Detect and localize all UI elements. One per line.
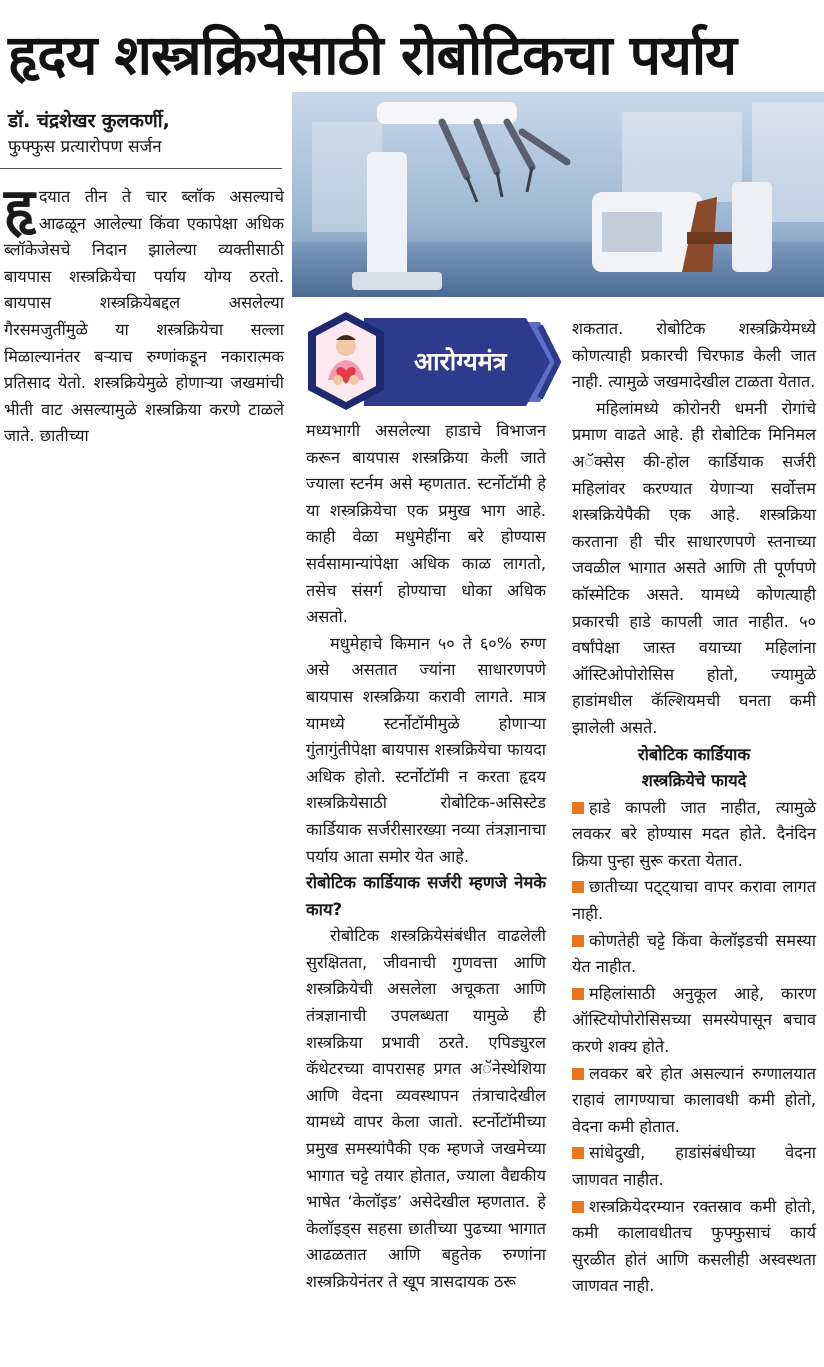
section-badge [304, 310, 562, 414]
benefit-item: शस्त्रक्रियेदरम्यान रक्तस्राव कमी होतो, कमी कालावधीतच फुफ्फुसाचं कार्य सुरळीत होतं आणि कसलीही अस्वस्थता जाणवत नाही. [572, 1196, 816, 1296]
right-paragraph-1: शकतात. रोबोटिक शस्त्रक्रियेमध्ये कोणत्याही प्रकारची चिरफाड केली जात नाही. त्यामुळे जखमादेखील टाळता येतात. [572, 319, 816, 392]
author-divider [0, 168, 282, 169]
section-label: आरोग्यमंत्र [414, 347, 507, 376]
square-bullet-icon [572, 1201, 584, 1213]
square-bullet-icon [572, 1068, 584, 1080]
square-bullet-icon [572, 935, 584, 947]
benefit-item: कोणतेही चट्टे किंवा केलॉइडची समस्या येत नाहीत. [572, 930, 816, 977]
right-column [572, 316, 816, 1300]
author-name: डॉ. चंद्रशेखर कुलकर्णी, [8, 110, 170, 132]
square-bullet-icon [572, 802, 584, 814]
mid-paragraph-1: मध्यभागी असलेल्या हाडाचे विभाजन करून बायपास शस्त्रक्रिया केली जाते ज्याला स्टर्नम असे म्हणतात. स्टर्नोटॉमी हे या शस्त्रक्रियेचा एक प्रमुख भाग आहे. काही वेळा मधुमेहींना बरे होण्यास सर्वसामान्यांपेक्षा अधिक काळ लागतो, तसेच संसर्ग होण्याचा धोका अधिक असतो. [306, 421, 546, 627]
benefit-item: हाडे कापली जात नाहीत, त्यामुळे लवकर बरे होण्यास मदत होते. दैनंदिन क्रिया पुन्हा सुरू करता येतात. [572, 797, 816, 870]
mid-paragraph-3: रोबोटिक शस्त्रक्रियेसंबंधीत वाढलेली सुरक्षितता, जीवनाची गुणवत्ता आणि शस्त्रक्रियेची असलेला अचूकता आणि तंत्रज्ञानाची उपलब्धता यामुळे ही शस्त्रक्रिया प्रभावी ठरते. एपिड्युरल कॅथेटरच्या वापरासह प्रगत अॅनेस्थेशिया आणि वेदना व्यवस्थापन तंत्राचादेखील यामध्ये वापर केला जातो. स्टर्नोटॉमीच्या प्रमुख समस्यांपैकी एक म्हणजे जखमेच्या भागात चट्टे तयार होतात, ज्याला वैद्यकीय भाषेत ‘केलॉइड’ असेदेखील म्हणतात. हे केलॉइड्स सहसा छातीच्या पुढच्या भागात आढळतात आणि बहुतेक रुग्णांना शस्त्रक्रियेनंतर ते खूप त्रासदायक ठरू [306, 926, 546, 1291]
benefits-heading-2: शस्त्रक्रियेचे फायदे [641, 771, 747, 791]
left-column [4, 177, 284, 450]
left-column-text: दयात तीन ते चार ब्लॉक असल्याचे आढळून आलेल्या किंवा एकापेक्षा अधिक ब्लॉकेजेसचे निदान झालेल्या व्यक्तीसाठी बायपास शस्त्रक्रियेचा पर्याय योग्य ठरतो. बायपास शस्त्रक्रियेबद्दल असलेल्या गैरसमजुतींमुळे या शस्त्रक्रियेचा सल्ला मिळाल्यानंतर बऱ्याच रुग्णांकडून नकारात्मक प्रतिसाद येतो. शस्त्रक्रियेमुळे होणाऱ्या जखमांची भीती वाट असल्यामुळे शस्त्रक्रिया करणे टाळले जाते. छातीच्या [4, 187, 284, 446]
mid-subheading: रोबोटिक कार्डियाक सर्जरी म्हणजे नेमके काय? [306, 873, 546, 919]
benefit-item: लवकर बरे होत असल्यानं रुग्णालयात राहावं लागण्याचा कालावधी कमी होतो, वेदना कमी होतात. [572, 1063, 816, 1136]
benefit-item: छातीच्या पट्ट्याचा वापर करावा लागत नाही. [572, 877, 816, 924]
square-bullet-icon [572, 881, 584, 893]
drop-cap: हृ [4, 177, 35, 242]
headline: हृदय शस्त्रक्रियेसाठी रोबोटिकचा पर्याय [8, 23, 737, 87]
square-bullet-icon [572, 988, 584, 1000]
benefit-item: महिलांसाठी अनुकूल आहे, कारण ऑस्टियोपोरोसिसच्या समस्येपासून बचाव करणे शक्य होते. [572, 983, 816, 1057]
author-role: फुफ्फुस प्रत्यारोपण सर्जन [8, 137, 162, 157]
benefit-item: सांधेदुखी, हाडांसंबंधीच्या वेदना जाणवत नाहीत. [572, 1143, 816, 1189]
right-paragraph-2: महिलांमध्ये कोरोनरी धमनी रोगांचे प्रमाण वाढते आहे. ही रोबोटिक मिनिमल अॅक्सेस की-होल कार्डियाक सर्जरी महिलांवर करण्यात येणाऱ्या सर्वोत्तम शस्त्रक्रियेपैकी एक आहे. शस्त्रक्रिया करताना ही चीर साधारणपणे स्तनाच्या जवळील भागात असते आणि ती पूर्णपणे कॉस्मेटिक असते. यामध्ये कोणत्याही प्रकारची हाडे कापली जात नाहीत. ५० वर्षांपेक्षा जास्त वयाच्या महिलांना ऑस्टिओपोरोसिस होतो, ज्यामुळे हाडांमधील कॅल्शियमची घनता कमी झालेली असते. [572, 398, 816, 737]
square-bullet-icon [572, 1147, 584, 1159]
benefits-heading-1: रोबोटिक कार्डियाक [637, 744, 751, 764]
robotic-surgery-photo [292, 92, 824, 297]
middle-column [306, 418, 546, 1296]
mid-paragraph-2: मधुमेहाचे किमान ५० ते ६०% रुग्ण असे असतात ज्यांना साधारणपणे बायपास शस्त्रक्रिया करावी लागते. मात्र यामध्ये स्टर्नोटॉमीमुळे होणाऱ्या गुंतागुंतीपेक्षा बायपास शस्त्रक्रियेचा फायदा अधिक होतो. स्टर्नोटॉमी न करता हृदय शस्त्रक्रियेसाठी रोबोटिक-असिस्टेड कार्डियाक सर्जरीसारख्या नव्या तंत्रज्ञानाचा पर्याय आता समोर येत आहे. [306, 633, 546, 866]
